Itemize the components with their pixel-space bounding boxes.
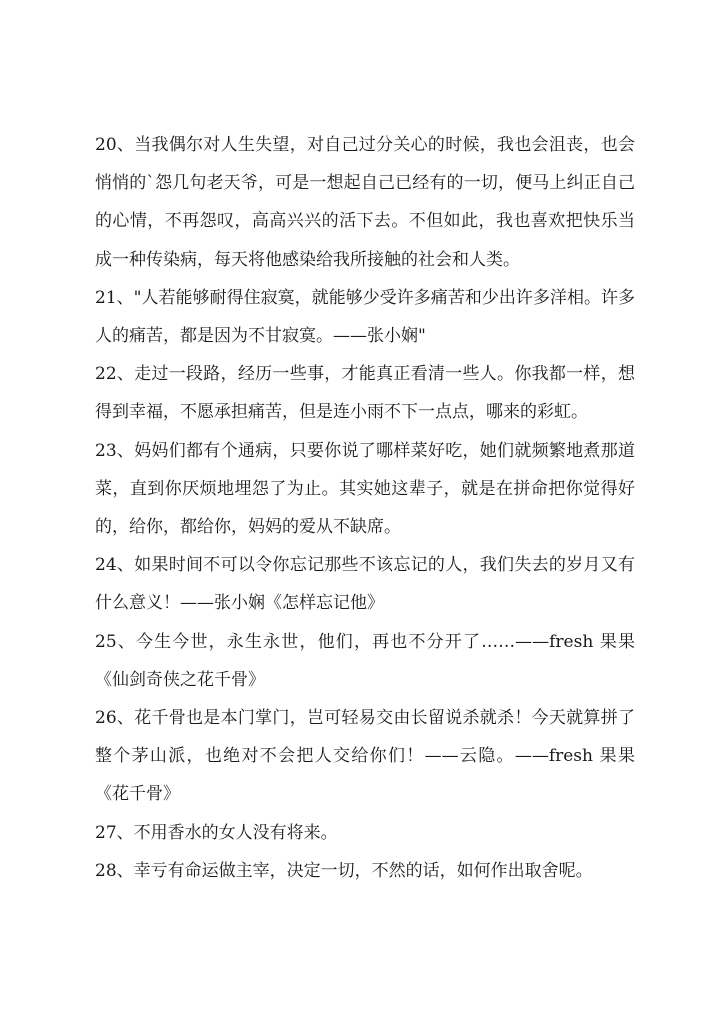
paragraph-21: 21、"人若能够耐得住寂寞，就能够少受许多痛苦和少出许多洋相。许多人的痛苦，都是因为不甘寂寞。——张小娴" — [95, 287, 635, 347]
document-body — [95, 126, 635, 890]
paragraph-23: 23、妈妈们都有个通病，只要你说了哪样菜好吃，她们就频繁地煮那道菜，直到你厌烦地埋怨了为止。其实她这辈子，就是在拼命把你觉得好的，给你，都给你，妈妈的爱从不缺席。 — [95, 440, 635, 538]
paragraph-28: 28、幸亏有命运做主宰，决定一切，不然的话，如何作出取舍呢。 — [95, 860, 593, 881]
paragraph-25: 25、今生今世，永生永世，他们，再也不分开了……——fresh 果果《仙剑奇侠之花千骨》 — [95, 631, 635, 690]
paragraph-22: 22、走过一段路，经历一些事，才能真正看清一些人。你我都一样，想得到幸福，不愿承担痛苦，但是连小雨不下一点点，哪来的彩虹。 — [95, 364, 635, 423]
paragraph-26: 26、花千骨也是本门掌门，岂可轻易交由长留说杀就杀！今天就算拼了整个茅山派，也绝对不会把人交给你们！——云隐。——fresh 果果《花千骨》 — [95, 708, 635, 805]
paragraph-20: 20、当我偶尔对人生失望，对自己过分关心的时候，我也会沮丧，也会悄悄的`怨几句老天爷，可是一想起自己已经有的一切，便马上纠正自己的心情，不再怨叹，高高兴兴的活下去。不但如此，我也喜欢把快乐当成一种传染病，每天将他感染给我所接触的社会和人类。 — [95, 135, 635, 270]
paragraph-27: 27、不用香水的女人没有将来。 — [95, 822, 338, 843]
paragraph-24: 24、如果时间不可以令你忘记那些不该忘记的人，我们失去的岁月又有什么意义！——张小娴《怎样忘记他》 — [95, 555, 635, 614]
